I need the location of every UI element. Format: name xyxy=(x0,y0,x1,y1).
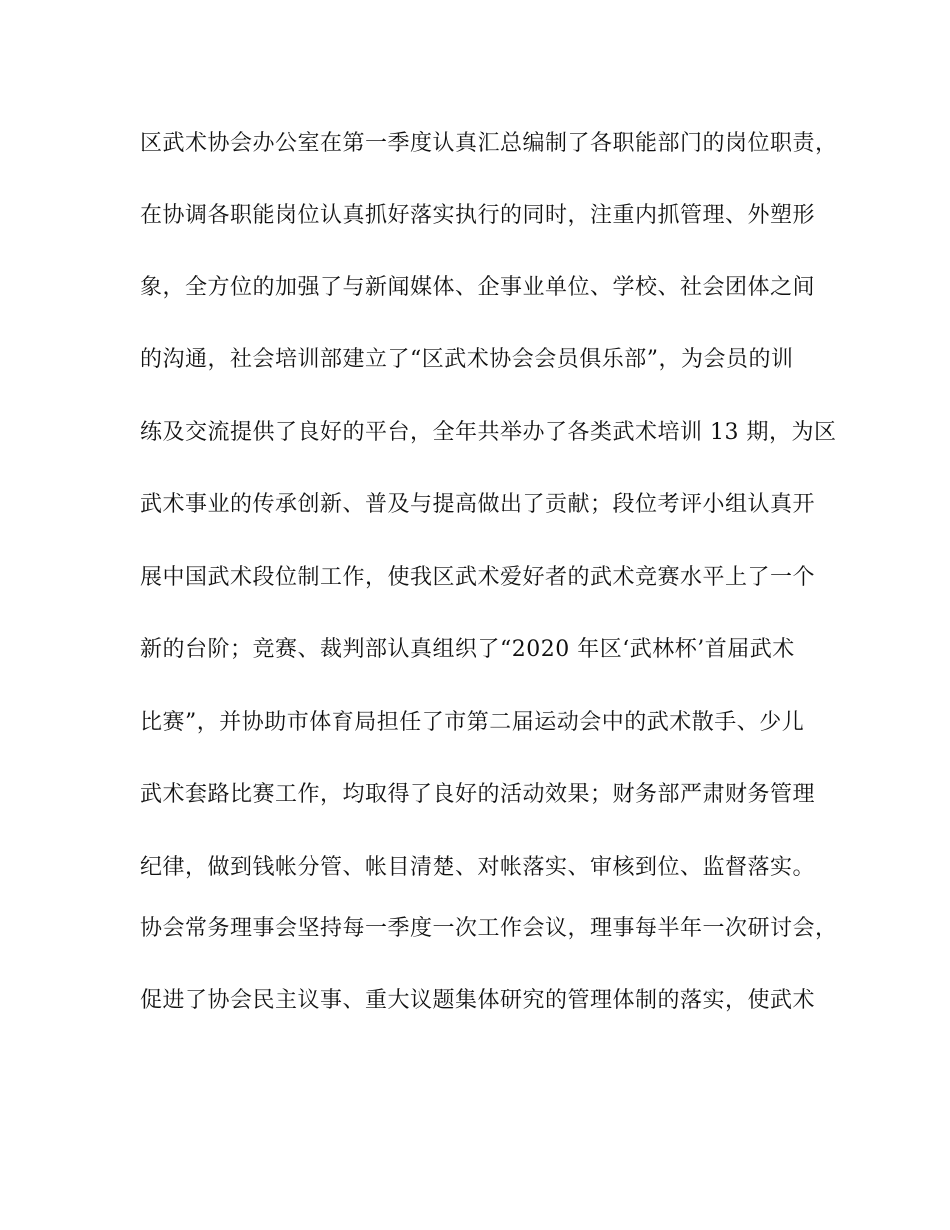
text-line-4: 的沟通，社会培训部建立了“区武术协会会员俱乐部”，为会员的训 xyxy=(140,347,794,372)
text-line-13: 促进了协会民主议事、重大议题集体研究的管理体制的落实，使武术 xyxy=(140,988,816,1013)
text-line-8: 新的台阶；竞赛、裁判部认真组织了“2020 年区‘武林杯’首届武术 xyxy=(140,637,795,662)
text-line-3: 象，全方位的加强了与新闻媒体、企事业单位、学校、社会团体之间 xyxy=(140,275,816,300)
text-line-6: 武术事业的传承创新、普及与提高做出了贡献；段位考评小组认真开 xyxy=(140,492,816,517)
text-line-7: 展中国武术段位制工作，使我区武术爱好者的武术竞赛水平上了一个 xyxy=(140,565,816,590)
text-line-5: 练及交流提供了良好的平台，全年共举办了各类武术培训 13 期，为区 xyxy=(140,420,837,445)
text-line-12: 协会常务理事会坚持每一季度一次工作会议，理事每半年一次研讨会， xyxy=(140,916,838,941)
text-line-10: 武术套路比赛工作，均取得了良好的活动效果；财务部严肃财务管理 xyxy=(140,782,816,807)
text-line-11: 纪律，做到钱帐分管、帐目清楚、对帐落实、审核到位、监督落实。 xyxy=(140,855,816,880)
text-line-2: 在协调各职能岗位认真抓好落实执行的同时，注重内抓管理、外塑形 xyxy=(140,203,816,228)
text-line-1: 区武术协会办公室在第一季度认真汇总编制了各职能部门的岗位职责， xyxy=(140,131,838,156)
text-line-9: 比赛”，并协助市体育局担任了市第二届运动会中的武术散手、少儿 xyxy=(140,710,805,735)
